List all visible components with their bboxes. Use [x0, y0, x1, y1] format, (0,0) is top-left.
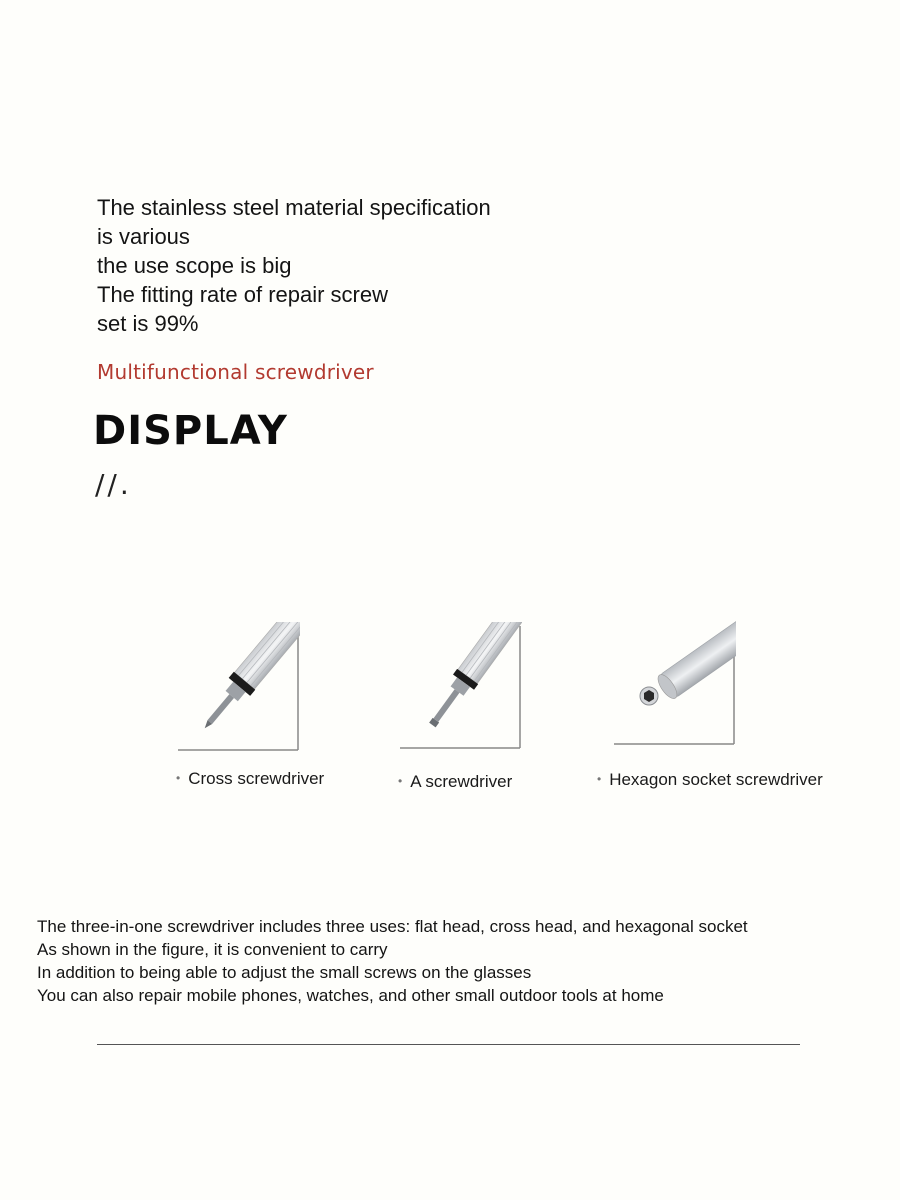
hexagon-socket-screwdriver-image	[612, 620, 736, 750]
display-mark: //.	[95, 468, 132, 501]
bullet-icon: •	[176, 771, 181, 785]
tool-label-hexagon	[597, 770, 823, 790]
intro-line: The fitting rate of repair screw	[97, 282, 389, 307]
description-line: You can also repair mobile phones, watches, and other small outdoor tools at home	[37, 986, 664, 1005]
flat-screwdriver-icon	[398, 622, 522, 752]
subtitle: Multifunctional screwdriver	[97, 360, 374, 384]
intro-line: the use scope is big	[97, 253, 292, 278]
description-line: As shown in the figure, it is convenient to carry	[37, 940, 388, 959]
tool-label-cross	[176, 769, 324, 789]
tool-label-text: Cross screwdriver	[188, 769, 325, 788]
intro-line: The stainless steel material specification	[97, 195, 491, 220]
hexagon-socket-screwdriver-icon	[612, 620, 736, 750]
intro-text	[97, 193, 491, 338]
cross-screwdriver-image	[176, 622, 300, 752]
tool-label-flat	[398, 772, 512, 792]
display-title: DISPLAY	[93, 408, 288, 454]
bullet-icon: •	[398, 774, 403, 788]
description-text	[37, 915, 748, 1007]
description-line: The three-in-one screwdriver includes three uses: flat head, cross head, and hexagonal socket	[37, 917, 748, 936]
tool-label-text: A screwdriver	[410, 772, 513, 791]
bullet-icon: •	[597, 772, 602, 786]
intro-line: set is 99%	[97, 311, 199, 336]
intro-line: is various	[97, 224, 190, 249]
cross-screwdriver-icon	[176, 622, 300, 752]
flat-screwdriver-image	[398, 622, 522, 752]
tool-label-text: Hexagon socket screwdriver	[609, 770, 823, 789]
description-line: In addition to being able to adjust the small screws on the glasses	[37, 963, 532, 982]
divider	[97, 1044, 800, 1045]
